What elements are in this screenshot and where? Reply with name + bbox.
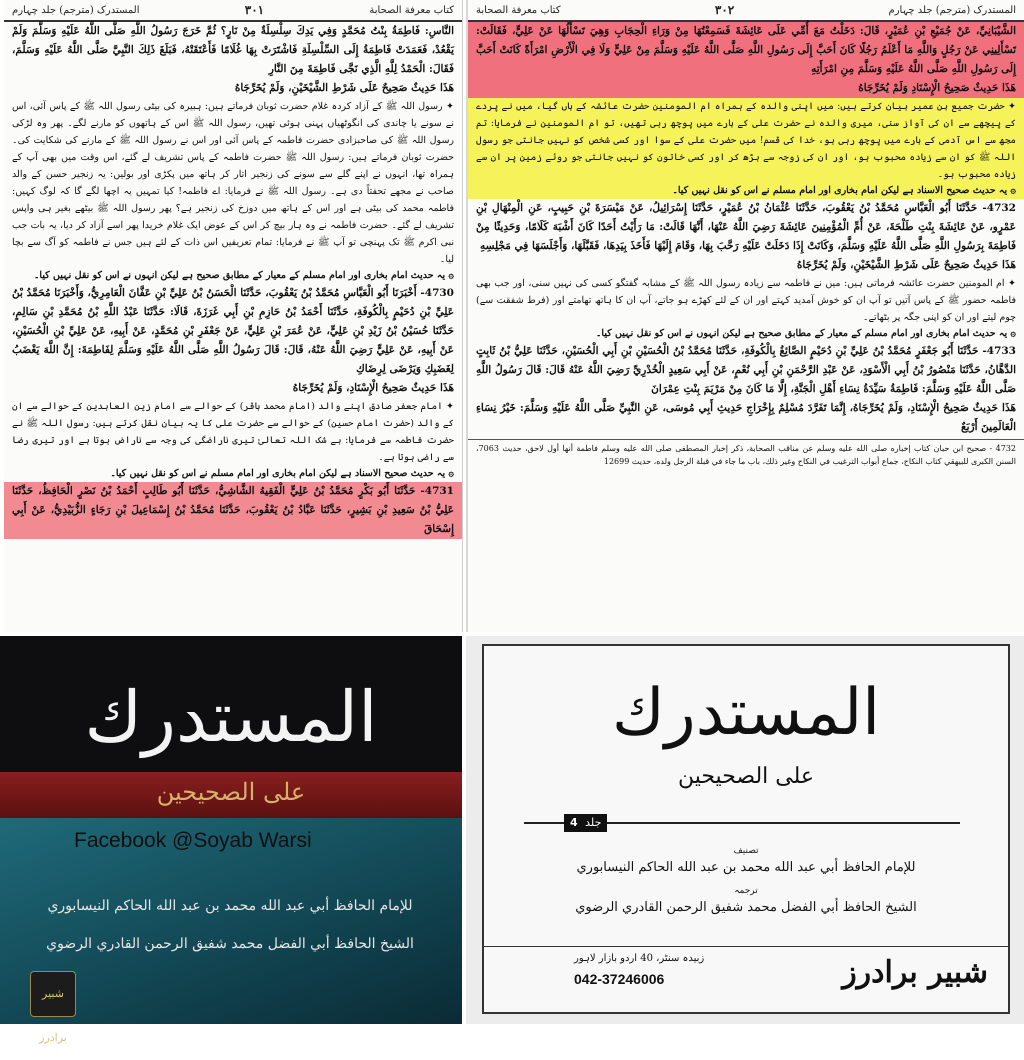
tarjuma-label: ترجمہ — [734, 886, 758, 896]
highlighted-urdu-grading: ۞ یہ حدیث صحیح الاسناد ہے لیکن امام بخاری اور امام مسلم نے اس کو نقل نہیں کیا۔ — [672, 185, 1016, 196]
right-header-right: المستدرک (مترجم) جلد چہارم — [888, 4, 1016, 16]
right-header-left: كتاب معرفة الصحابة — [476, 4, 561, 16]
cover-subtitle: على الصحيحين — [156, 778, 306, 806]
right-book-page — [466, 0, 1024, 632]
publisher-name: شبیر برادرز — [842, 955, 988, 990]
facebook-watermark: Facebook @Soyab Warsi — [74, 829, 312, 852]
left-book-page — [4, 0, 463, 632]
right-page-header — [468, 0, 1024, 22]
cover-title: المستدرك — [612, 676, 880, 750]
right-paragraph: 4733- حَدَّثَنَا أَبُو جَعْفَرٍ مُحَمَّدُ بْنُ عَلِيِّ بْنِ دُحَيْمٍ الصَّائِغُ بِالْكُوفَةِ، حَدَّثَنَا مُحَمَّدُ بْنُ الْحُسَيْنِ بْنِ أَبِي الْحُسَيْنِ، حَدَّثَنَا عَلِيُّ بْنُ ثَابِتٍ الدَّهَّانُ، حَدَّثَنَا مَنْصُورُ بْنُ أَبِي الْأَسْوَدِ، عَنْ عَبْدِ الرَّحْمَنِ بْنِ أَبِي نُعْمٍ، عَنْ أَبِي سَعِيدٍ الْخُدْرِيِّ رَضِيَ اللَّهُ عَنْهُ قَالَ: قَالَ رَسُولُ اللَّهِ صَلَّى اللَّهُ عَلَيْهِ وَسَلَّمَ: فَاطِمَةُ سَيِّدَةُ نِسَاءِ أَهْلِ الْجَنَّةِ، إِلَّا مَا كَانَ مِنْ مَرْيَمَ بِنْتِ عِمْرَانَ — [476, 345, 1016, 395]
right-paragraph: هَذَا حَدِيثٌ صَحِيحُ الْإِسْنَادِ، وَلَمْ يُخَرِّجَاهُ، إِنَّمَا تَفَرَّدَ مُسْلِمٌ بِإِخْرَاجِ حَدِيثِ أَبِي مُوسَى، عَنِ النَّبِيِّ صَلَّى اللَّهُ عَلَيْهِ وَسَلَّمَ: خَيْرُ نِسَاءِ الْعَالَمِينَ أَرْبَعٌ — [476, 402, 1016, 433]
right-paragraph: هَذَا حَدِيثٌ صَحِيحٌ عَلَى شَرْطِ الشَّيْخَيْنِ، وَلَمْ يُخَرِّجَاهُ — [796, 259, 1016, 271]
left-paragraph: ✦ امام جعفر صادق اپنے والد (امام محمد باقر) کے حوالے سے امام زین العابدین کے حوالے سے ان کے والد (حضرت امام حسین) کے حوالے سے حضرت علی کا یہ بیان نقل کرتے ہیں: رسول اللہ ﷺ نے حضرت فاطمہ سے فرمایا: بے شک اللہ تعالیٰ تیری ناراضگی کی وجہ سے ناراض ہوتا ہے اور تیری رضا سے راضی ہوتا ہے۔ — [12, 401, 454, 463]
left-header-right: كتاب معرفة الصحابة — [369, 4, 454, 16]
footnote: 4732 - صحيح ابن حبان كتاب إخباره صلى الله عليه وسلم عن مناقب الصحابة، ذكر إخبار المصطفى صلى الله عليه وسلم فاطمة أنها أول لاحق، حديث 7063، السنن الكبرى للبيهقي كتاب النكاح، جماع أبواب الترغيب في النكاح وغير ذلك، باب ما جاء في قبلة الرجل ولده، حديث 12699 — [468, 439, 1024, 468]
highlighted-arabic-text: الشَّيْبَانِيِّ، عَنْ جُمَيْعِ بْنِ عُمَيْرٍ، قَالَ: دَخَلْتُ مَعَ أُمِّي عَلَى عَائِشَةَ فَسَمِعْتُهَا مِنْ وَرَاءِ الْحِجَابِ وَهِيَ تَسْأَلُهَا عَنْ عَلِيٍّ، فَقَالَتْ: تَسْأَلِينِي عَنْ رَجُلٍ وَاللَّهِ مَا أَعْلَمُ رَجُلًا كَانَ أَحَبَّ إِلَى رَسُولِ اللَّهِ صَلَّى اللَّهُ عَلَيْهِ وَسَلَّمَ مِنْ عَلِيٍّ وَلَا فِي الْأَرْضِ امْرَأَةً كَانَتْ أَحَبَّ إِلَى رَسُولِ اللَّهِ صَلَّى اللَّهُ عَلَيْهِ وَسَلَّمَ مِنِ امْرَأَتِهِ — [476, 25, 1016, 75]
left-header-left: المستدرک (مترجم) جلد چہارم — [12, 4, 140, 16]
cover-frame — [482, 644, 1010, 1014]
volume-badge — [564, 814, 607, 832]
cover-title: المستدرك — [84, 676, 378, 758]
highlighted-arabic-block — [468, 22, 1024, 98]
left-paragraph: هَذَا حَدِيثٌ صَحِيحٌ عَلَى شَرْطِ الشَّيْخَيْنِ، وَلَمْ يُخَرِّجَاهُ — [234, 82, 454, 94]
left-page-header — [4, 0, 462, 22]
cover-translator-line: الشيخ الحافظ أبي الفضل محمد شفيق الرحمن القادري الرضوي — [46, 936, 414, 952]
left-paragraph: 4730- أَخْبَرَنَا أَبُو الْعَبَّاسِ مُحَمَّدُ بْنُ يَعْقُوبَ، حَدَّثَنَا الْحَسَنُ بْنُ عَلِيِّ بْنِ عَفَّانَ الْعَامِرِيُّ، وَأَخْبَرَنَا مُحَمَّدُ بْنُ عَلِيِّ بْنِ دُحَيْمٍ بِالْكُوفَةِ، حَدَّثَنَا أَحْمَدُ بْنُ حَازِمِ بْنِ أَبِي غَرَزَةَ، قَالَا: حَدَّثَنَا عَبْدُ اللَّهِ بْنُ مُحَمَّدِ بْنِ سَالِمٍ، حَدَّثَنَا حُسَيْنُ بْنُ زَيْدِ بْنِ عَلِيٍّ، عَنْ عُمَرَ بْنِ عَلِيٍّ، عَنْ جَعْفَرِ بْنِ مُحَمَّدٍ، عَنْ أَبِيهِ، عَنْ عَلِيِّ بْنِ الْحُسَيْنِ، عَنْ أَبِيهِ، عَنْ عَلِيٍّ رَضِيَ اللَّهُ عَنْهُ، قَالَ: قَالَ رَسُولُ اللَّهِ صَلَّى اللَّهُ عَلَيْهِ وَسَلَّمَ لِفَاطِمَةَ: إِنَّ اللَّهَ يَغْضَبُ لِغَضَبِكِ وَيَرْضَى لِرِضَاكِ — [12, 287, 454, 375]
left-paragraph: ۞ یہ حدیث امام بخاری اور امام مسلم کے معیار کے مطابق صحیح ہے لیکن انہوں نے اس کو نقل نہیں کیا۔ — [33, 270, 454, 281]
highlighted-urdu-text: ✦ حضرت جمیع بن عمیر بیان کرتے ہیں: میں اپنی والدہ کے ہمراہ ام المومنین حضرت عائشہ کے ہاں گیا، میں نے پردے کے پیچھے سے ان کی آواز سنی، میری والدہ نے حضرت علی کے بارے میں پوچھ رہی تھیں، تو ام المومنین نے فرمایا: تم مجھ سے اس آدمی کے بارے میں پوچھ رہی ہو، خدا کی قسم! میں حضرت علی کے سوا اور کسی شخص کو نہیں جانتی جو رسول اللہ ﷺ کو ان سے زیادہ محبوب ہو، اور ان کی زوجہ سے بڑھ کر اور کسی خاتون کو نہیں جانتی جو روئے زمین پر ان سے زیادہ محبوب ہو۔ — [476, 101, 1016, 180]
publisher-logo-icon: شبیر برادرز — [30, 971, 76, 1017]
publisher-phone: 042-37246006 — [574, 971, 665, 987]
volume-label: جلد — [585, 816, 602, 829]
cover-author-line: للإمام الحافظ أبي عبد الله محمد بن عبد الله الحاكم النيسابوري — [47, 898, 413, 914]
tasneef-label: تصنیف — [733, 846, 759, 856]
highlighted-arabic-grading: هَذَا حَدِيثٌ صَحِيحُ الْإِسْنَادِ وَلَمْ يُخَرِّجَاهُ — [858, 82, 1016, 94]
cover-subtitle: على الصحيحين — [677, 764, 815, 789]
book-cover-dark — [0, 636, 462, 1044]
book-cover-white — [466, 636, 1024, 1024]
cover-translator: الشیخ الحافظ أبي الفضل محمد شفیق الرحمن القادري الرضوي — [575, 900, 917, 915]
publisher-row — [484, 946, 1008, 1007]
left-paragraph: هَذَا حَدِيثٌ صَحِيحُ الْإِسْنَادِ، وَلَمْ يُخَرِّجَاهُ — [292, 382, 454, 394]
right-page-number: ۳۰۲ — [714, 3, 735, 17]
volume-number: 4 — [570, 816, 578, 829]
left-paragraph: النَّاسِ: فَاطِمَةُ بِنْتُ مُحَمَّدٍ وَفِي يَدِكَ سِلْسِلَةٌ مِنْ نَارٍ؟ ثُمَّ خَرَجَ رَسُولُ اللَّهِ صَلَّى اللَّهُ عَلَيْهِ وَسَلَّمَ وَلَمْ يَقْعُدْ، فَعَمَدَتْ فَاطِمَةُ إِلَى السِّلْسِلَةِ فَاشْتَرَتْ بِهَا غُلَامًا فَأَعْتَقَتْهُ، فَبَلَغَ ذَلِكَ النَّبِيَّ صَلَّى اللَّهُ عَلَيْهِ وَسَلَّمَ، فَقَالَ: الْحَمْدُ لِلَّهِ الَّذِي نَجَّى فَاطِمَةَ مِنَ النَّارِ — [12, 25, 454, 75]
left-paragraph: ✦ رسول اللہ ﷺ کے آزاد کردہ غلام حضرت ثوبان فرماتے ہیں: ہبیرہ کی بیٹی رسول اللہ ﷺ کے پاس آئی، اس نے سونے یا چاندی کی انگوٹھیاں پہنی ہوئی تھیں، رسول اللہ ﷺ اس کے ہاتھوں کو مارنے لگے۔ پھر وہ لڑکی رسول اللہ ﷺ کی صاحبزادی حضرت فاطمہ کے پاس آئی اور اس نے رسول اللہ ﷺ کے مارنے کی شکایت کی۔ حضرت ثوبان فرماتے ہیں: رسول اللہ ﷺ حضرت فاطمہ کے پاس تشریف لے گئے، اس وقت میں بھی آپ کے ہمراہ تھا، انہوں نے اپنے گلے سے سونے کی زنجیر اتار کر ہاتھ میں پکڑی اور بولیں: یہ زنجیر حسن کے والد صاحب نے مجھے تحفتاً دی ہے۔ رسول اللہ ﷺ نے فرمایا: اے فاطمہ! کیا تمہیں یہ اچھا لگے گا کہ لوگ کہیں: فاطمہ محمد کی بیٹی ہے اور اس کے ہاتھ میں دوزخ کی زنجیر ہے؟ پھر رسول اللہ ﷺ بیٹھے بغیر ہی واپس تشریف لے گئے۔ حضرت فاطمہ نے وہ ہار بیچ کر اس کے عوض ایک غلام خریدا پھر اسے آزاد کر دیا، یہ بات جب نبی اکرم ﷺ تک پہنچی تو آپ ﷺ نے فرمایا: تمام تعریفیں اس ذات کے لئے ہیں جس نے فاطمہ کو آگ سے بچا لیا۔ — [12, 101, 454, 265]
highlighted-urdu-block — [468, 98, 1024, 199]
left-paragraph: ۞ یہ حدیث صحیح الاسناد ہے لیکن امام بخاری اور امام مسلم نے اس کو نقل نہیں کیا۔ — [110, 468, 454, 479]
publisher-address: زبیدہ سنٹر، 40 اردو بازار لاہور — [574, 953, 705, 964]
right-paragraph: ۞ یہ حدیث امام بخاری اور امام مسلم کے معیار کے مطابق صحیح ہے لیکن انہوں نے اس کو نقل نہیں کیا۔ — [595, 328, 1016, 339]
right-paragraph: 4732- حَدَّثَنَا أَبُو الْعَبَّاسِ مُحَمَّدُ بْنُ يَعْقُوبَ، حَدَّثَنَا عُثْمَانُ بْنُ عُمَيْرٍ، حَدَّثَنَا إِسْرَائِيلُ، عَنْ مَيْسَرَةَ بْنِ حَبِيبٍ، عَنِ الْمِنْهَالِ بْنِ عَمْرٍو، عَنْ عَائِشَةَ بِنْتِ طَلْحَةَ، عَنْ أُمِّ الْمُؤْمِنِينَ عَائِشَةَ رَضِيَ اللَّهُ عَنْهَا، أَنَّهَا قَالَتْ: مَا رَأَيْتُ أَحَدًا كَانَ أَشْبَهَ كَلَامًا، وَحَدِيثًا مِنْ فَاطِمَةَ بِرَسُولِ اللَّهِ صَلَّى اللَّهُ عَلَيْهِ وَسَلَّمَ، وَكَانَتْ إِذَا دَخَلَتْ عَلَيْهِ رَحَّبَ بِهَا، وَقَامَ إِلَيْهَا فَأَخَذَ بِيَدِهَا، فَقَبَّلَهَا، وَأَجْلَسَهَا فِي مَجْلِسِهِ — [476, 202, 1016, 252]
highlighted-hadith-4731: 4731- حَدَّثَنَا أَبُو بَكْرٍ مُحَمَّدُ بْنُ عَلِيٍّ الْفَقِيهُ الشَّاشِيُّ، حَدَّثَنَا أَبُو طَالِبٍ أَحْمَدُ بْنُ نَصْرٍ الْحَافِظُ، حَدَّثَنَا عَلِيُّ بْنُ سَعِيدِ بْنِ بَشِيرٍ، حَدَّثَنَا عَبَّادُ بْنُ يَعْقُوبَ، حَدَّثَنَا مُحَمَّدُ بْنُ إِسْمَاعِيلَ بْنِ رَجَاءٍ الزُّبَيْدِيُّ، عَنْ أَبِي إِسْحَاقَ — [4, 482, 462, 539]
right-paragraph: ✦ ام المومنین حضرت عائشہ فرماتی ہیں: میں نے فاطمہ سے زیادہ رسول اللہ ﷺ کے مشابہ گفتگو کسی کی نہیں سنی، اور جب بھی فاطمہ حضور ﷺ کے پاس آتیں تو آپ ان کو خوش آمدید کہتے اور ان کے لئے کھڑے ہو جاتے، آپ ان کا ہاتھ تھامتے اور (فرط شفقت سے) چوم لیتے اور ان کو اپنی جگہ پر بٹھاتے۔ — [476, 278, 1016, 323]
cover-author: للإمام الحافظ أبي عبد الله محمد بن عبد الله الحاكم النيسابوري — [576, 860, 916, 875]
left-page-number: ۳۰۱ — [244, 3, 265, 17]
